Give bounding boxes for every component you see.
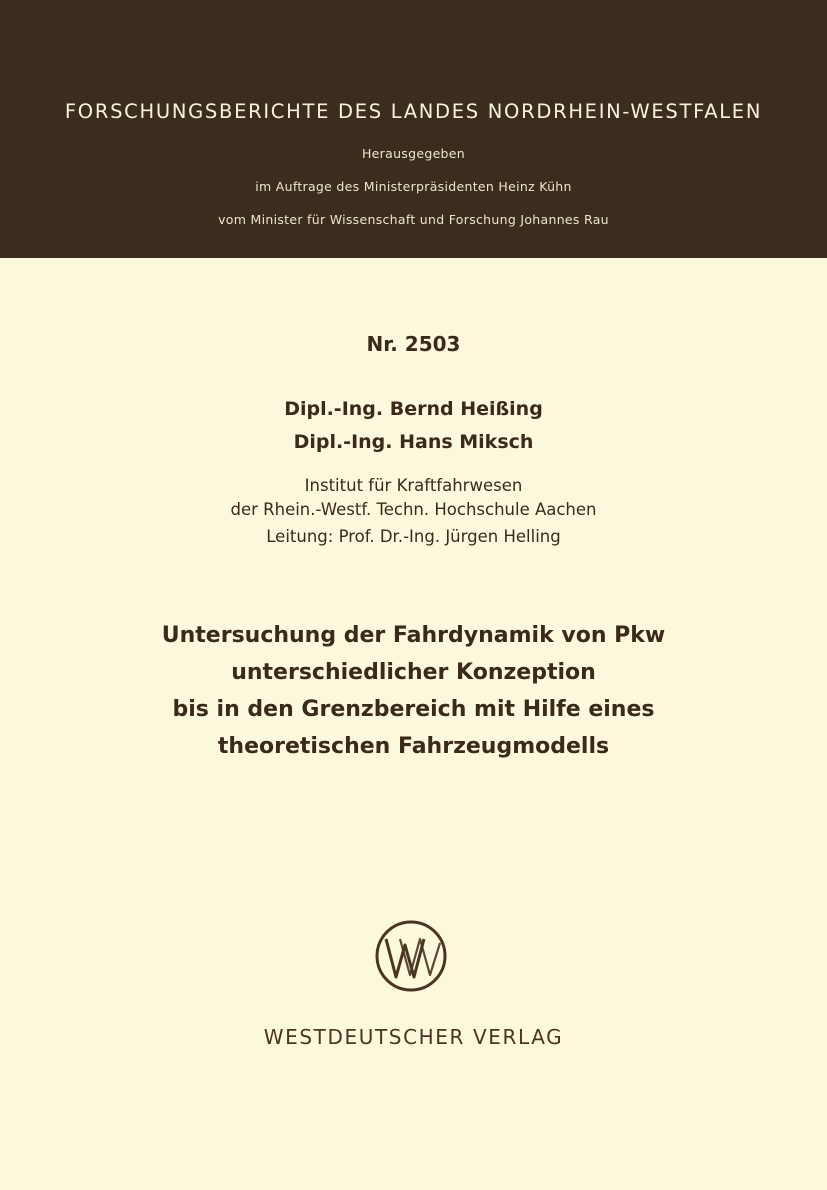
title-line-2: unterschiedlicher Konzeption	[231, 660, 596, 685]
author-2: Dipl.-Ing. Hans Miksch	[293, 431, 534, 453]
institute-line-1: Institut für Kraftfahrwesen	[304, 476, 523, 495]
editor-line-1: Herausgegeben	[361, 146, 466, 161]
report-number: Nr. 2503	[366, 332, 461, 356]
editor-line-3: vom Minister für Wissenschaft und Forschung Johannes Rau	[218, 212, 609, 227]
title-line-1: Untersuchung der Fahrdynamik von Pkw	[161, 623, 666, 648]
title-line-3: bis in den Grenzbereich mit Hilfe eines	[172, 697, 655, 722]
publisher-name: WESTDEUTSCHER VERLAG	[263, 1025, 564, 1049]
header-band	[0, 0, 827, 258]
title-line-4: theoretischen Fahrzeugmodells	[217, 734, 610, 759]
institute-line-3: Leitung: Prof. Dr.-Ing. Jürgen Helling	[266, 527, 561, 546]
editor-line-2: im Auftrage des Ministerpräsidenten Heinz Kühn	[255, 179, 572, 194]
author-1: Dipl.-Ing. Bernd Heißing	[284, 398, 543, 420]
series-title: FORSCHUNGSBERICHTE DES LANDES NORDRHEIN-WESTFALEN	[64, 100, 763, 123]
wv-monogram-icon	[374, 919, 448, 993]
institute-line-2: der Rhein.-Westf. Techn. Hochschule Aachen	[230, 500, 597, 519]
